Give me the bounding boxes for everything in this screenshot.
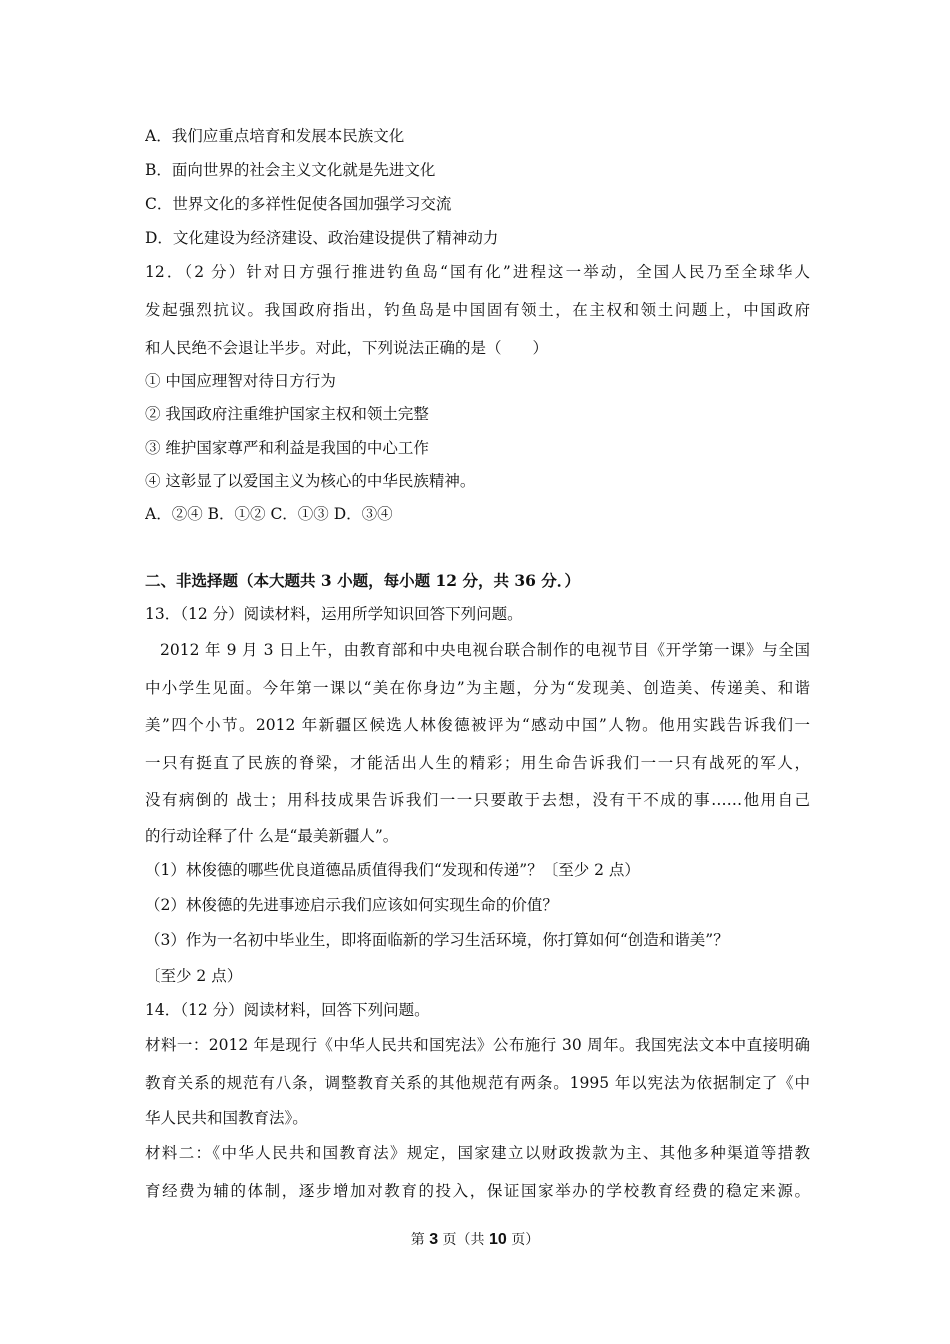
q13-stem: 13．（12 分）阅读材料，运用所学知识回答下列问题。 (145, 605, 523, 623)
q13-sub-question-3-line-2: 〔至少 2 点） (145, 967, 243, 985)
q13-paragraph-line-6: 的行动诠释了什 么是“最美新疆人”。 (145, 827, 399, 845)
q12-stem-line-2: 发起强烈抗议。我国政府指出，钓鱼岛是中国固有领土，在主权和领土问题上，中国政府 (145, 301, 810, 319)
q11-option-c: C．世界文化的多祥性促使各国加强学习交流 (145, 195, 452, 213)
q13-paragraph-line-4: 一只有挺直了民族的脊梁，才能活出人生的精彩；用生命告诉我们一一只有战死的军人， (145, 754, 810, 772)
q14-material-1-line-2: 教育关系的规范有八条，调整教育关系的其他规范有两条。1995 年以宪法为依据制定了《中 (145, 1074, 810, 1092)
q12-item-4: ④ 这彰显了以爱国主义为核心的中华民族精神。 (145, 472, 476, 490)
q14-stem: 14．（12 分）阅读材料，回答下列问题。 (145, 1001, 430, 1019)
footer-page-number: 3 (429, 1231, 439, 1248)
page-footer (0, 1230, 950, 1250)
q12-item-3: ③ 维护国家尊严和利益是我国的中心工作 (145, 439, 429, 457)
q14-material-1-line-3: 华人民共和国教育法》。 (145, 1109, 308, 1127)
q13-paragraph-line-1: 2012 年 9 月 3 日上午，由教育部和中央电视台联合制作的电视节目《开学第一课》与全国 (160, 641, 810, 659)
q13-sub-question-1: （1）林俊德的哪些优良道德品质值得我们“发现和传递”？〔至少 2 点） (145, 861, 640, 879)
q14-material-1-line-1: 材料一：2012 年是现行《中华人民共和国宪法》公布施行 30 周年。我国宪法文本中直接明确 (145, 1036, 810, 1054)
q14-material-2-line-2: 育经费为辅的体制，逐步增加对教育的投入，保证国家举办的学校教育经费的稳定来源。 (145, 1182, 810, 1200)
q13-sub-question-2: （2）林俊德的先进事迹启示我们应该如何实现生命的价值？ (145, 896, 558, 914)
q14-material-2-line-1: 材料二：《中华人民共和国教育法》规定，国家建立以财政拨款为主、其他多种渠道等措教 (145, 1144, 810, 1162)
q13-paragraph-line-2: 中小学生见面。今年第一课以“美在你身边”为主题，分为“发现美、创造美、传递美、和谐 (145, 679, 810, 697)
q12-options: A．②④ B．①② C．①③ D．③④ (145, 505, 393, 523)
q13-paragraph-line-5: 没有病倒的 战士；用科技成果告诉我们一一只要敢于去想，没有干不成的事……他用自己 (145, 791, 810, 809)
q12-item-2: ② 我国政府注重维护国家主权和领土完整 (145, 405, 429, 423)
footer-total-pages: 10 (489, 1231, 507, 1248)
footer-prefix: 第 (410, 1232, 425, 1248)
q12-item-1: ① 中国应理智对待日方行为 (145, 372, 336, 390)
q12-stem-line-1: 12．（2 分）针对日方强行推进钓鱼岛“国有化”进程这一举动，全国人民乃至全球华人 (145, 263, 810, 281)
q11-option-a: A．我们应重点培育和发展本民族文化 (145, 127, 405, 145)
footer-middle: 页（共 (442, 1232, 485, 1248)
q12-stem-line-3: 和人民绝不会退让半步。对此，下列说法正确的是（ ） (145, 339, 549, 357)
q11-option-d: D．文化建设为经济建设、政治建设提供了精神动力 (145, 229, 499, 247)
q13-sub-question-3-line-1: （3）作为一名初中毕业生，即将面临新的学习生活环境，你打算如何“创造和谐美”？ (145, 931, 729, 949)
q11-option-b: B．面向世界的社会主义文化就是先进文化 (145, 161, 436, 179)
q13-paragraph-line-3: 美”四个小节。2012 年新疆区候选人林俊德被评为“感动中国”人物。他用实践告诉我们一 (145, 716, 810, 734)
section-2-heading: 二、非选择题（本大题共 3 小题，每小题 12 分，共 36 分．） (145, 571, 581, 590)
footer-suffix: 页） (511, 1232, 540, 1248)
